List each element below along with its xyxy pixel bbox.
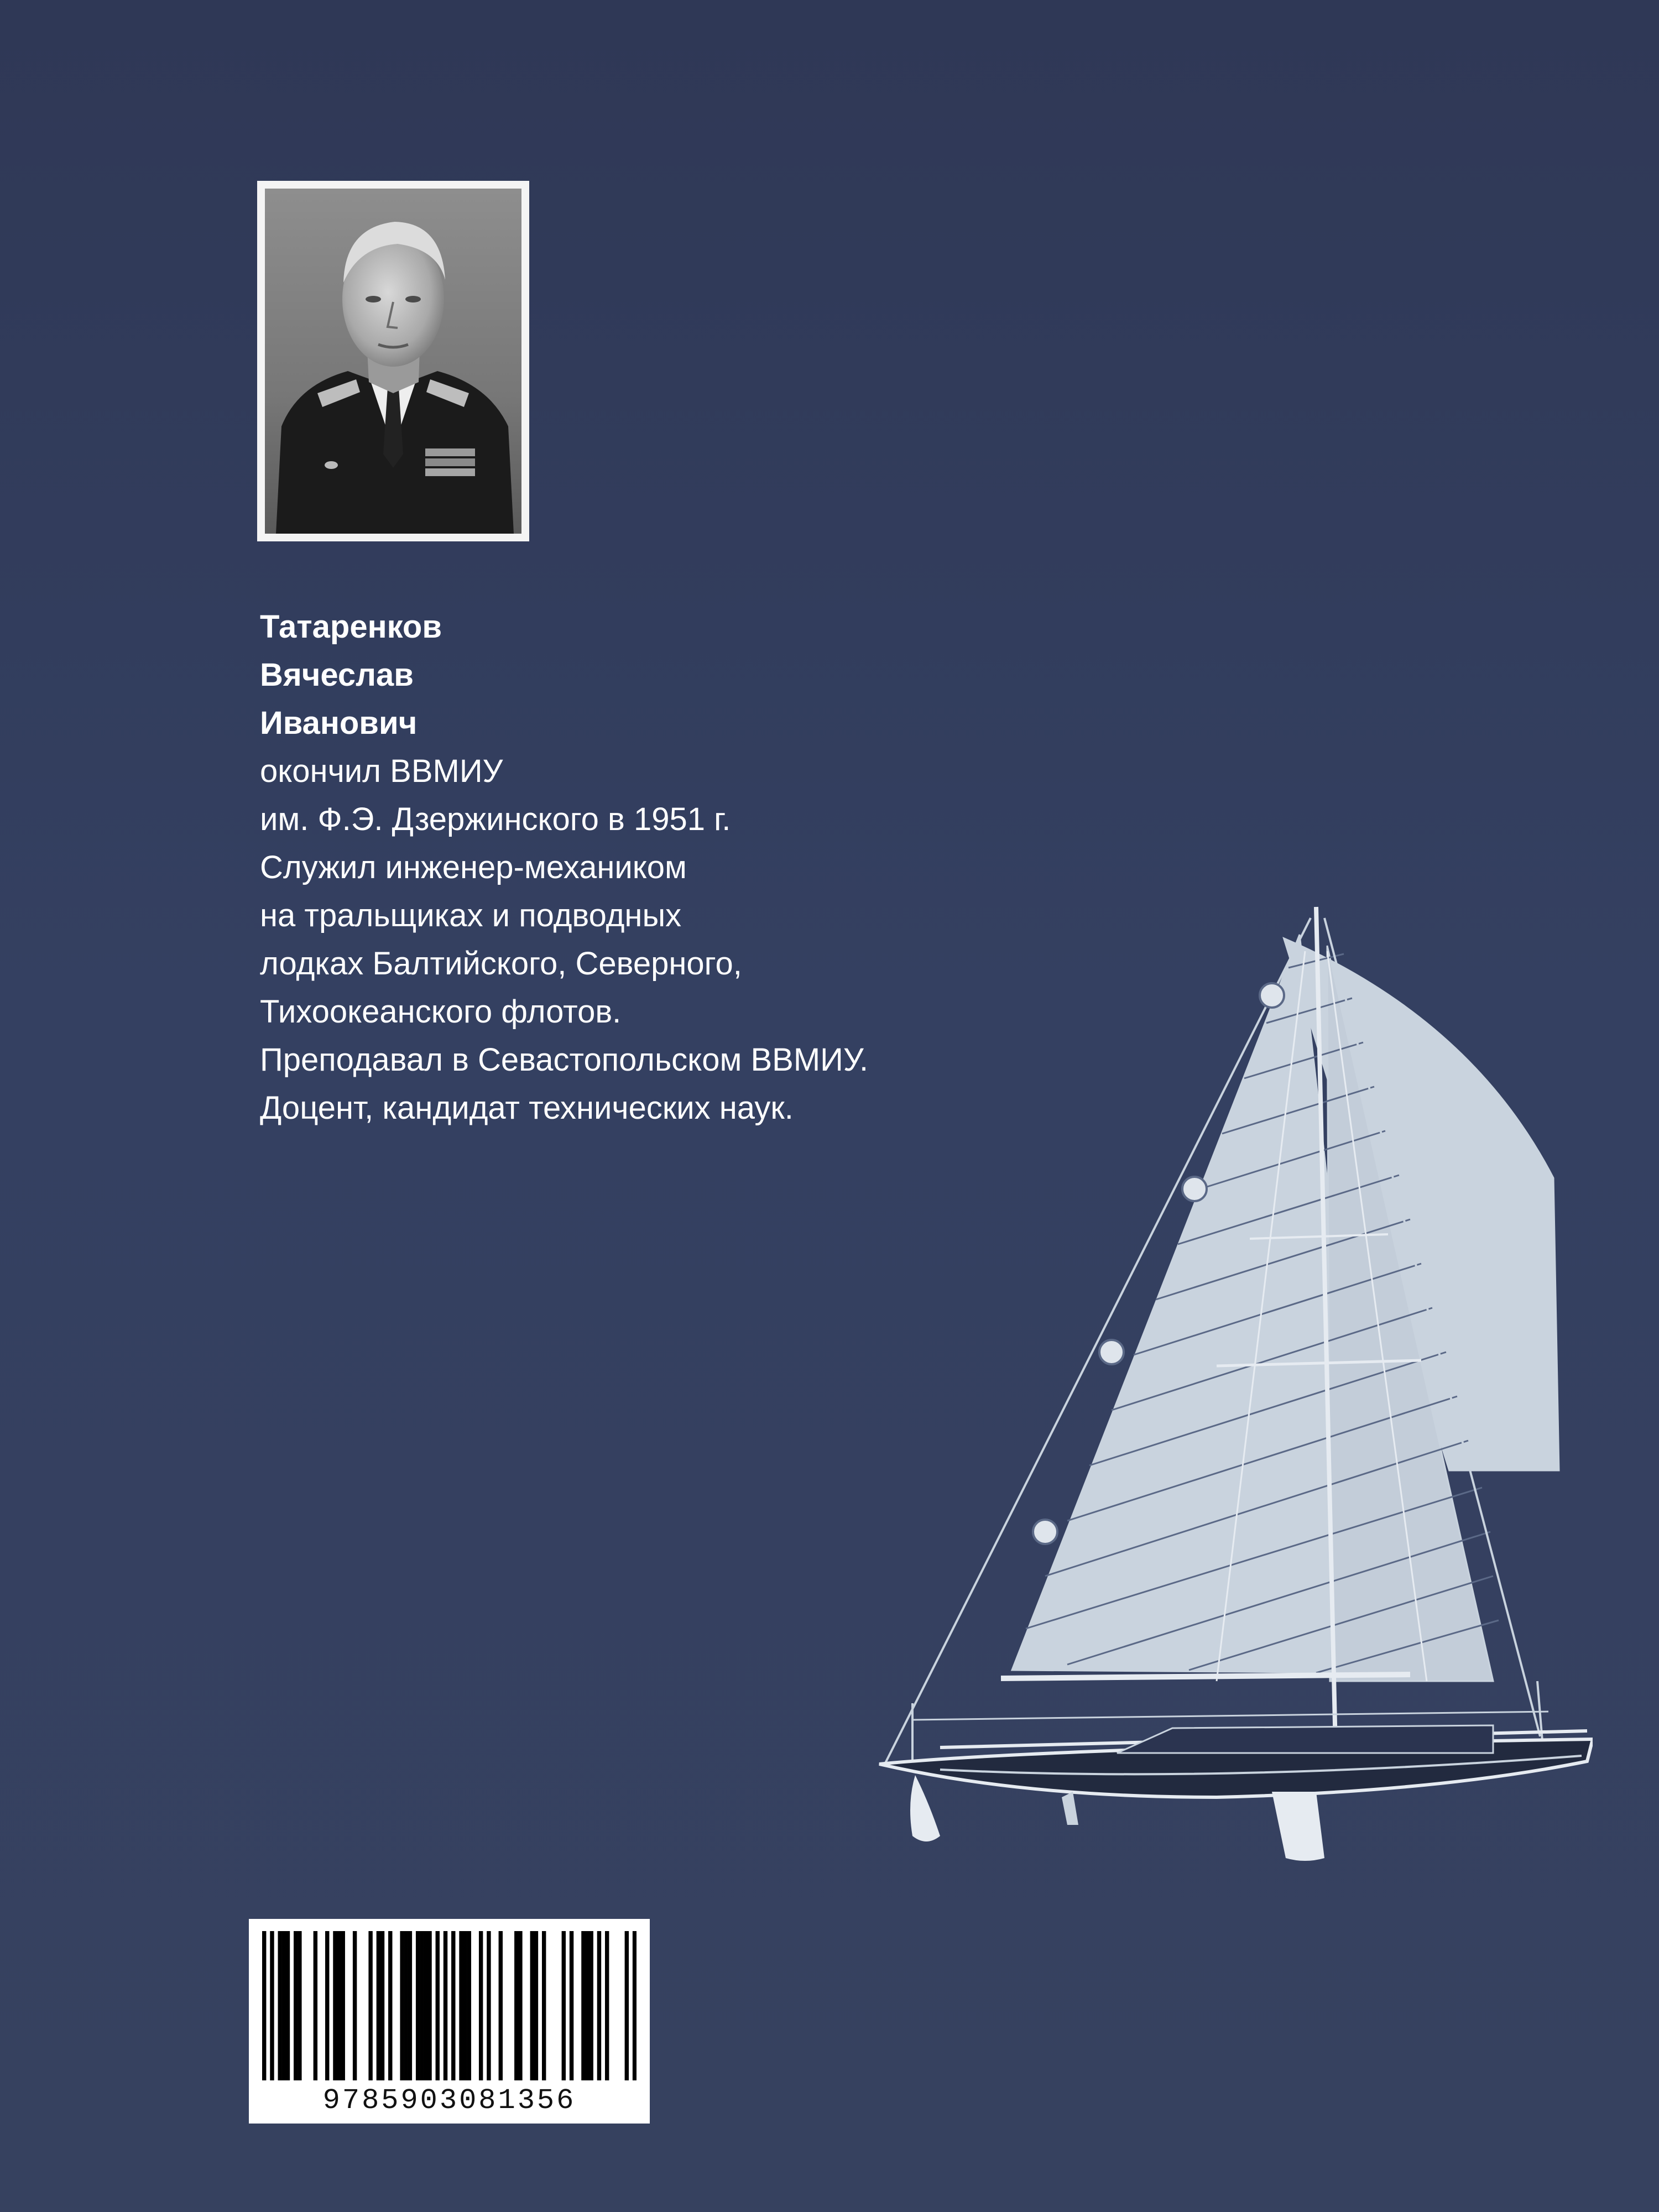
- barcode-bar: [451, 1931, 455, 2080]
- bio-line: Тихоокеанского флотов.: [260, 994, 622, 1030]
- barcode-bar: [585, 1931, 589, 2080]
- barcode-bar: [420, 1931, 424, 2080]
- author-portrait-frame: [257, 181, 529, 541]
- barcode-bar: [581, 1931, 585, 2080]
- barcode-bar: [479, 1931, 483, 2080]
- bio-line: Преподавал в Севастопольском ВВМИУ.: [260, 1042, 869, 1078]
- barcode-bar: [314, 1931, 317, 2080]
- author-patronymic: Иванович: [260, 705, 418, 741]
- barcode-bar: [353, 1931, 357, 2080]
- barcode-bar: [286, 1931, 290, 2080]
- barcode-bar: [380, 1931, 384, 2080]
- barcode-bar: [597, 1931, 601, 2080]
- barcode-bar: [633, 1931, 637, 2080]
- barcode-bar: [341, 1931, 345, 2080]
- barcode-bar: [570, 1931, 573, 2080]
- barcode-bar: [278, 1931, 282, 2080]
- barcode-bar: [514, 1931, 518, 2080]
- bio-line: на тральщиках и подводных: [260, 898, 682, 933]
- barcode-bar: [562, 1931, 566, 2080]
- barcode-bar: [377, 1931, 380, 2080]
- barcode-bar: [270, 1931, 274, 2080]
- barcode-bar: [388, 1931, 392, 2080]
- bio-line: окончил ВВМИУ: [260, 753, 503, 789]
- barcode-bar: [625, 1931, 629, 2080]
- barcode-bar: [262, 1931, 266, 2080]
- bio-line: им. Ф.Э. Дзержинского в 1951 г.: [260, 801, 731, 837]
- barcode-bar: [436, 1931, 440, 2080]
- barcode-bar: [416, 1931, 420, 2080]
- barcode-bar: [298, 1931, 301, 2080]
- barcode-bar: [605, 1931, 609, 2080]
- barcode-bars: [262, 1931, 637, 2080]
- isbn-digits: 9785903081356: [322, 2084, 576, 2117]
- barcode-bar: [459, 1931, 463, 2080]
- author-first-name: Вячеслав: [260, 657, 414, 693]
- barcode-bar: [337, 1931, 341, 2080]
- barcode-bar: [530, 1931, 534, 2080]
- barcode-bar: [427, 1931, 431, 2080]
- barcode-bar: [400, 1931, 404, 2080]
- barcode-bar: [534, 1931, 538, 2080]
- isbn-barcode: [249, 1919, 650, 2124]
- barcode-bar: [487, 1931, 491, 2080]
- barcode-bar: [333, 1931, 337, 2080]
- barcode-bar: [294, 1931, 298, 2080]
- bio-line: Служил инженер-механиком: [260, 849, 687, 885]
- barcode-bar: [467, 1931, 471, 2080]
- barcode-bar: [444, 1931, 447, 2080]
- barcode-bar: [408, 1931, 412, 2080]
- barcode-bar: [404, 1931, 408, 2080]
- barcode-bar: [368, 1931, 372, 2080]
- bio-line: лодках Балтийского, Северного,: [260, 946, 742, 982]
- author-surname: Татаренков: [260, 609, 442, 645]
- barcode-bar: [542, 1931, 546, 2080]
- bio-line: Доцент, кандидат технических наук.: [260, 1090, 794, 1126]
- barcode-bar: [518, 1931, 522, 2080]
- barcode-bar: [282, 1931, 286, 2080]
- barcode-bar: [589, 1931, 593, 2080]
- barcode-bar: [424, 1931, 427, 2080]
- barcode-bar: [463, 1931, 467, 2080]
- barcode-bar: [499, 1931, 503, 2080]
- sailing-yacht-drawing: [830, 885, 1593, 1864]
- author-portrait-photo: [265, 189, 521, 534]
- barcode-bar: [325, 1931, 329, 2080]
